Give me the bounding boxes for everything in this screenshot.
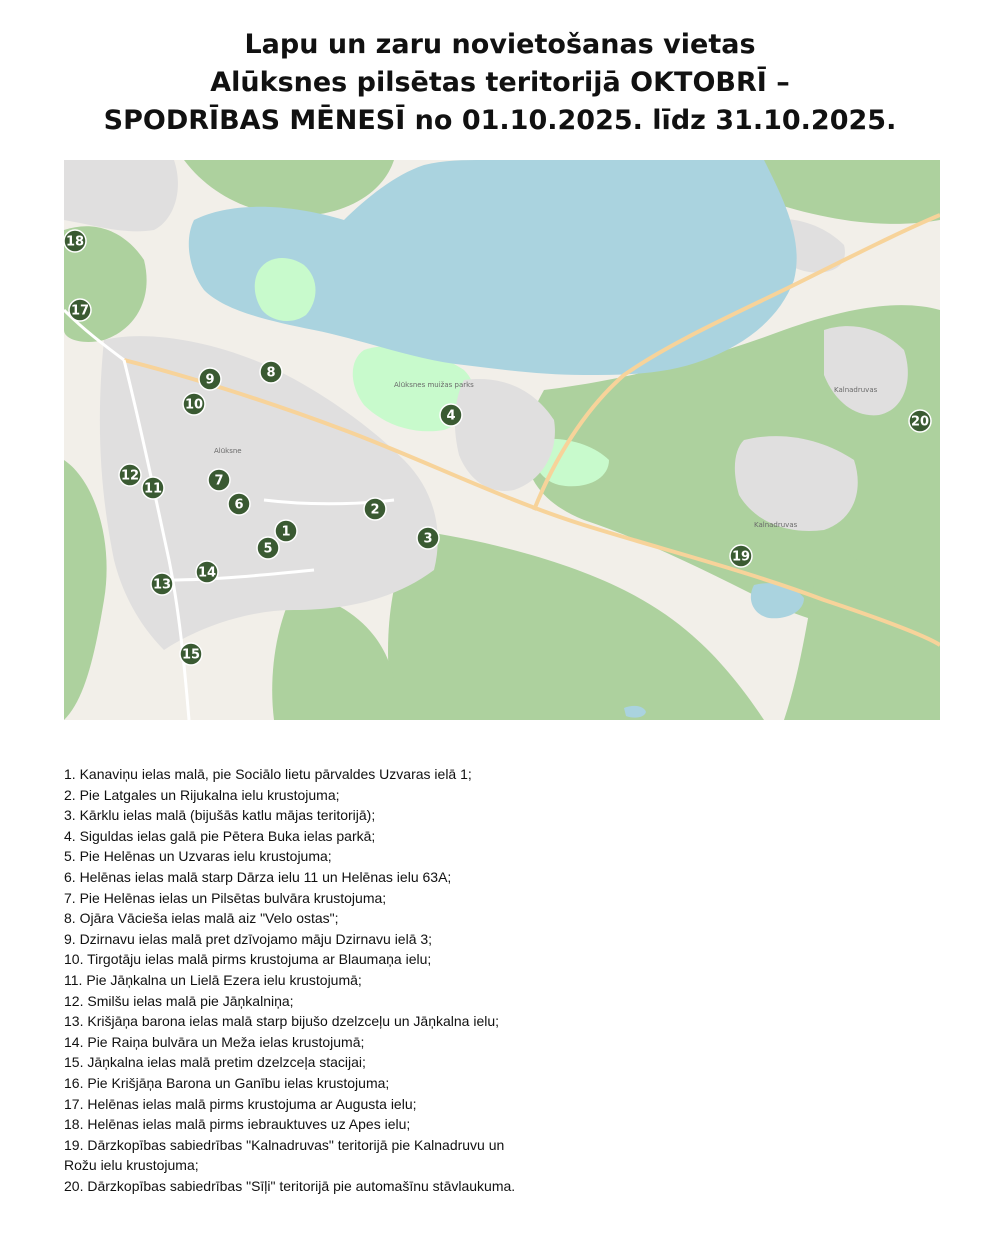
title-line-3: SPODRĪBAS MĒNESĪ no 01.10.2025. līdz 31.10.2025. <box>103 105 897 136</box>
marker-label: 3 <box>423 531 433 547</box>
marker-7[interactable] <box>208 469 230 491</box>
map-label-kalnadruvas: Kalnadruvas <box>834 386 878 394</box>
list-item: 4. Siguldas ielas galā pie Pētera Buka ielas parkā; <box>64 827 376 844</box>
map-label-kalnadruvas-2: Kalnadruvas <box>754 521 798 529</box>
list-item: 6. Helēnas ielas malā starp Dārza ielu 11 un Helēnas ielu 63A; <box>64 868 452 885</box>
marker-label: 19 <box>731 549 751 565</box>
marker-label: 17 <box>70 303 90 319</box>
marker-17[interactable] <box>69 299 91 321</box>
marker-label: 10 <box>184 397 204 413</box>
marker-5[interactable] <box>257 537 279 559</box>
list-item: 19. Dārzkopības sabiedrības "Kalnadruvas" teritorijā pie Kalnadruvu un Rožu ielu krustojuma; <box>64 1136 505 1174</box>
marker-18[interactable] <box>64 230 86 252</box>
list-item: 5. Pie Helēnas un Uzvaras ielu krustojuma; <box>64 848 332 865</box>
marker-3[interactable] <box>417 527 439 549</box>
map-area[interactable] <box>64 160 940 720</box>
list-item: 13. Krišjāņa barona ielas malā starp bijušo dzelzceļu un Jāņkalna ielu; <box>64 1013 500 1030</box>
marker-label: 7 <box>214 473 224 489</box>
marker-label: 11 <box>143 481 163 497</box>
list-item: 7. Pie Helēnas ielas un Pilsētas bulvāra krustojuma; <box>64 889 387 906</box>
marker-label: 18 <box>65 234 85 250</box>
marker-label: 9 <box>205 372 215 388</box>
list-item: 3. Kārklu ielas malā (bijušās katlu mājas teritorijā); <box>64 807 376 824</box>
list-item: 9. Dzirnavu ielas malā pret dzīvojamo māju Dzirnavu ielā 3; <box>64 930 433 947</box>
marker-label: 12 <box>120 468 140 484</box>
marker-label: 13 <box>152 577 172 593</box>
list-item: 18. Helēnas ielas malā pirms iebrauktuves uz Apes ielu; <box>64 1116 411 1133</box>
page-title <box>0 26 1000 140</box>
lake-island <box>255 258 316 321</box>
list-item: 8. Ojāra Vācieša ielas malā aiz "Velo ostas"; <box>64 910 339 927</box>
location-list <box>64 764 924 1196</box>
list-item: 11. Pie Jāņkalna un Lielā Ezera ielu krustojumā; <box>64 971 362 988</box>
marker-label: 6 <box>234 497 244 513</box>
marker-19[interactable] <box>730 545 752 567</box>
marker-13[interactable] <box>151 573 173 595</box>
marker-6[interactable] <box>228 493 250 515</box>
list-item: 12. Smilšu ielas malā pie Jāņkalniņa; <box>64 992 294 1009</box>
marker-label: 20 <box>910 414 930 430</box>
marker-label: 15 <box>181 647 201 663</box>
list-item: 2. Pie Latgales un Rijukalna ielu krustojuma; <box>64 786 340 803</box>
marker-12[interactable] <box>119 464 141 486</box>
marker-label: 14 <box>197 565 217 581</box>
list-item: 17. Helēnas ielas malā pirms krustojuma ar Augusta ielu; <box>64 1095 417 1112</box>
map-label-park: Alūksnes muižas parks <box>394 381 474 389</box>
map-label-town: Alūksne <box>214 447 242 455</box>
marker-label: 1 <box>281 524 291 540</box>
list-item: 16. Pie Krišjāņa Barona un Ganību ielas krustojuma; <box>64 1074 390 1091</box>
marker-14[interactable] <box>196 561 218 583</box>
map-canvas <box>64 160 940 720</box>
marker-label: 4 <box>446 408 456 424</box>
title-line-2: Alūksnes pilsētas teritorijā OKTOBRĪ – <box>210 67 790 98</box>
marker-20[interactable] <box>909 410 931 432</box>
marker-4[interactable] <box>440 404 462 426</box>
marker-10[interactable] <box>183 393 205 415</box>
list-item: 14. Pie Raiņa bulvāra un Meža ielas krustojumā; <box>64 1033 365 1050</box>
marker-11[interactable] <box>142 477 164 499</box>
marker-label: 8 <box>266 365 276 381</box>
title-line-1: Lapu un zaru novietošanas vietas <box>244 29 756 60</box>
list-item: 1. Kanaviņu ielas malā, pie Sociālo lietu pārvaldes Uzvaras ielā 1; <box>64 766 472 782</box>
marker-9[interactable] <box>199 368 221 390</box>
list-item: 10. Tirgotāju ielas malā pirms krustojuma ar Blaumaņa ielu; <box>64 951 432 968</box>
list-item: 15. Jāņkalna ielas malā pretim dzelzceļa stacijai; <box>64 1054 366 1071</box>
marker-1[interactable] <box>275 520 297 542</box>
marker-15[interactable] <box>180 643 202 665</box>
marker-label: 5 <box>263 541 273 557</box>
marker-8[interactable] <box>260 361 282 383</box>
marker-label: 2 <box>370 502 380 518</box>
list-item: 20. Dārzkopības sabiedrības "Sīļi" teritorijā pie automašīnu stāvlaukuma. <box>64 1177 516 1194</box>
marker-2[interactable] <box>364 498 386 520</box>
